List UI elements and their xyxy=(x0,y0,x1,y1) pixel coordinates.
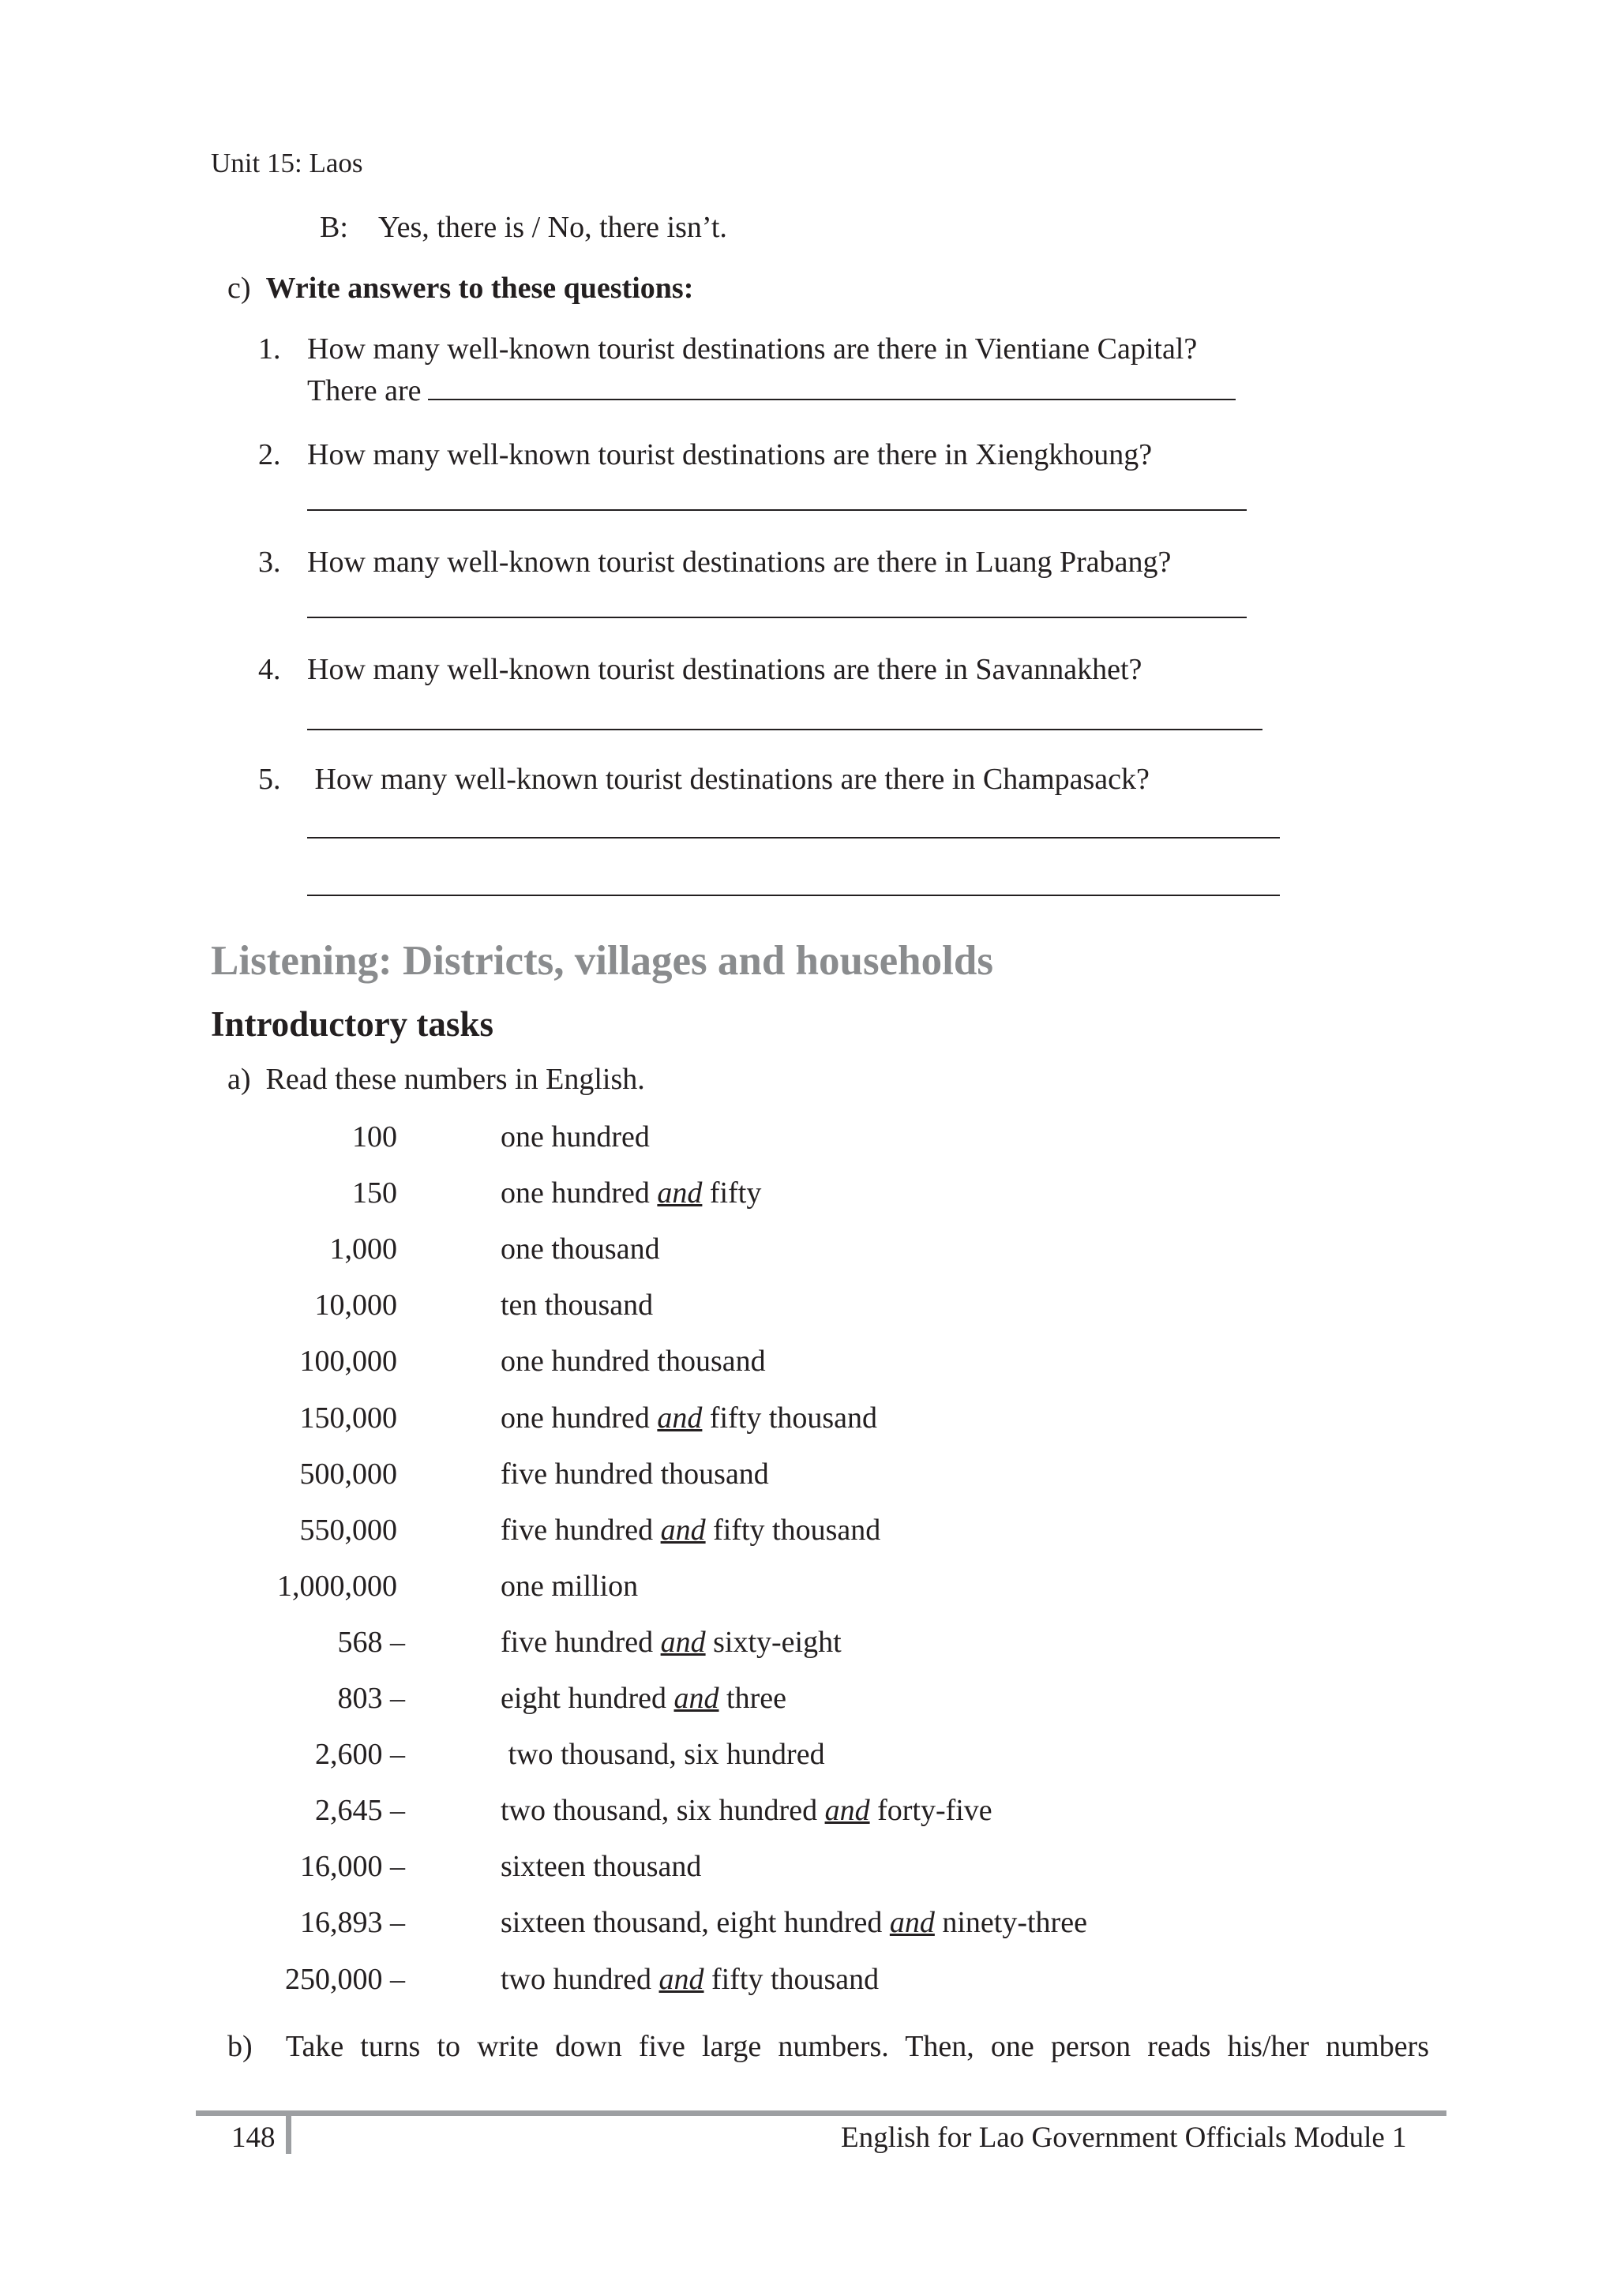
and-emphasis: and xyxy=(657,1401,703,1435)
words-text: fifty thousand xyxy=(705,1514,881,1547)
task-a-heading xyxy=(227,1062,645,1098)
section-title: Listening: Districts, villages and households xyxy=(211,938,993,984)
words-text: eight hundred xyxy=(501,1682,674,1715)
number-in-words xyxy=(501,1569,638,1605)
words-text: one hundred xyxy=(501,1120,650,1154)
number-in-words xyxy=(501,1120,650,1156)
number-in-words xyxy=(501,1737,825,1773)
question-number: 4. xyxy=(258,653,281,686)
task-a-marker: a) xyxy=(227,1063,251,1096)
number-in-words xyxy=(501,1513,880,1549)
footer-divider xyxy=(286,2116,291,2154)
answer-blank-1[interactable] xyxy=(428,375,1236,400)
question-2 xyxy=(258,437,1152,474)
question-4 xyxy=(258,652,1142,688)
answer-blank-4[interactable] xyxy=(307,729,1262,730)
question-number: 2. xyxy=(258,438,281,471)
words-text: two hundred xyxy=(501,1963,659,1996)
words-text: sixty-eight xyxy=(705,1626,842,1659)
words-text: fifty thousand xyxy=(703,1963,880,1996)
question-text: How many well-known tourist destinations are there in Champasack? xyxy=(307,763,1150,796)
footer-rule xyxy=(196,2110,1446,2116)
dialogue-line xyxy=(320,210,727,246)
words-text: sixteen thousand, eight hundred xyxy=(501,1906,890,1939)
dialogue-speaker: B: xyxy=(320,211,348,244)
words-text: fifty thousand xyxy=(702,1401,878,1435)
sub-title: Introductory tasks xyxy=(211,1004,493,1044)
words-text: one hundred thousand xyxy=(501,1345,766,1378)
number-in-words xyxy=(501,1457,769,1493)
task-a-instruction: Read these numbers in English. xyxy=(265,1063,645,1096)
number-in-words xyxy=(501,1344,766,1380)
question-1 xyxy=(258,332,1197,368)
and-emphasis: and xyxy=(660,1514,706,1547)
question-number: 3. xyxy=(258,546,281,579)
words-text: fifty xyxy=(702,1176,762,1210)
words-text: one hundred xyxy=(501,1176,658,1210)
number-value: 2,645 – xyxy=(315,1794,405,1827)
and-emphasis: and xyxy=(824,1794,870,1827)
page-number: 148 xyxy=(231,2122,276,2154)
number-in-words xyxy=(501,1625,842,1661)
number-value: 100 xyxy=(352,1120,397,1154)
answer-prompt-1 xyxy=(307,373,1236,410)
footer-book-title: English for Lao Government Officials Module 1 xyxy=(841,2122,1407,2154)
task-c-heading xyxy=(227,271,693,307)
answer-blank-5a[interactable] xyxy=(307,837,1280,838)
and-emphasis: and xyxy=(673,1682,719,1715)
number-value: 2,600 – xyxy=(315,1738,405,1771)
question-text: How many well-known tourist destinations are there in Xiengkhoung? xyxy=(307,438,1153,471)
number-value: 16,893 – xyxy=(300,1906,405,1939)
number-in-words xyxy=(501,1793,992,1829)
words-text: sixteen thousand xyxy=(501,1850,702,1883)
number-value: 250,000 – xyxy=(285,1963,405,1996)
number-value: 1,000 xyxy=(329,1232,397,1266)
words-text: one hundred xyxy=(501,1401,658,1435)
words-text: ninety-three xyxy=(934,1906,1087,1939)
words-text: one million xyxy=(501,1570,639,1603)
question-text: How many well-known tourist destinations are there in Luang Prabang? xyxy=(307,546,1172,579)
dialogue-text: Yes, there is / No, there isn’t. xyxy=(378,211,727,244)
running-header: Unit 15: Laos xyxy=(211,148,363,178)
words-text: ten thousand xyxy=(501,1289,654,1322)
number-value: 100,000 xyxy=(299,1345,397,1378)
number-value: 150 xyxy=(352,1176,397,1210)
words-text: two thousand, six hundred xyxy=(501,1794,825,1827)
question-text: How many well-known tourist destinations are there in Vientiane Capital? xyxy=(307,332,1198,366)
answer-prompt-text: There are xyxy=(307,374,422,407)
and-emphasis: and xyxy=(657,1176,703,1210)
and-emphasis: and xyxy=(660,1626,706,1659)
task-c-marker: c) xyxy=(227,272,251,305)
question-text: How many well-known tourist destinations are there in Savannakhet? xyxy=(307,653,1142,686)
number-value: 803 – xyxy=(337,1682,405,1715)
question-number: 5. xyxy=(258,763,281,796)
words-text: three xyxy=(718,1682,786,1715)
words-text: five hundred thousand xyxy=(501,1458,769,1491)
and-emphasis: and xyxy=(889,1906,935,1939)
answer-blank-2[interactable] xyxy=(307,509,1247,511)
number-in-words xyxy=(501,1905,1087,1941)
number-in-words xyxy=(501,1962,879,1998)
task-c-instruction: Write answers to these questions: xyxy=(265,272,694,305)
words-text: one thousand xyxy=(501,1232,660,1266)
words-text: five hundred xyxy=(501,1514,661,1547)
number-value: 500,000 xyxy=(299,1458,397,1491)
words-text: two thousand, six hundred xyxy=(501,1738,825,1771)
answer-blank-3[interactable] xyxy=(307,617,1247,618)
words-text: five hundred xyxy=(501,1626,661,1659)
number-in-words xyxy=(501,1681,786,1717)
number-value: 16,000 – xyxy=(300,1850,405,1883)
number-value: 550,000 xyxy=(299,1514,397,1547)
question-number: 1. xyxy=(258,332,281,366)
task-b-marker: b) xyxy=(227,2030,253,2063)
number-in-words xyxy=(501,1288,653,1324)
number-in-words xyxy=(501,1232,660,1268)
task-b-text: Take turns to write down five large numbers. Then, one person reads his/her numbers xyxy=(285,2030,1429,2063)
number-in-words xyxy=(501,1176,761,1212)
number-value: 10,000 xyxy=(314,1289,397,1322)
task-b-paragraph xyxy=(227,2029,1429,2065)
number-in-words xyxy=(501,1849,701,1885)
number-value: 150,000 xyxy=(299,1401,397,1435)
question-5 xyxy=(258,762,1150,798)
number-value: 568 – xyxy=(337,1626,405,1659)
number-in-words xyxy=(501,1401,877,1437)
number-value: 1,000,000 xyxy=(277,1570,397,1603)
words-text: forty-five xyxy=(869,1794,992,1827)
and-emphasis: and xyxy=(658,1963,704,1996)
answer-blank-5b[interactable] xyxy=(307,895,1280,896)
question-3 xyxy=(258,545,1171,581)
